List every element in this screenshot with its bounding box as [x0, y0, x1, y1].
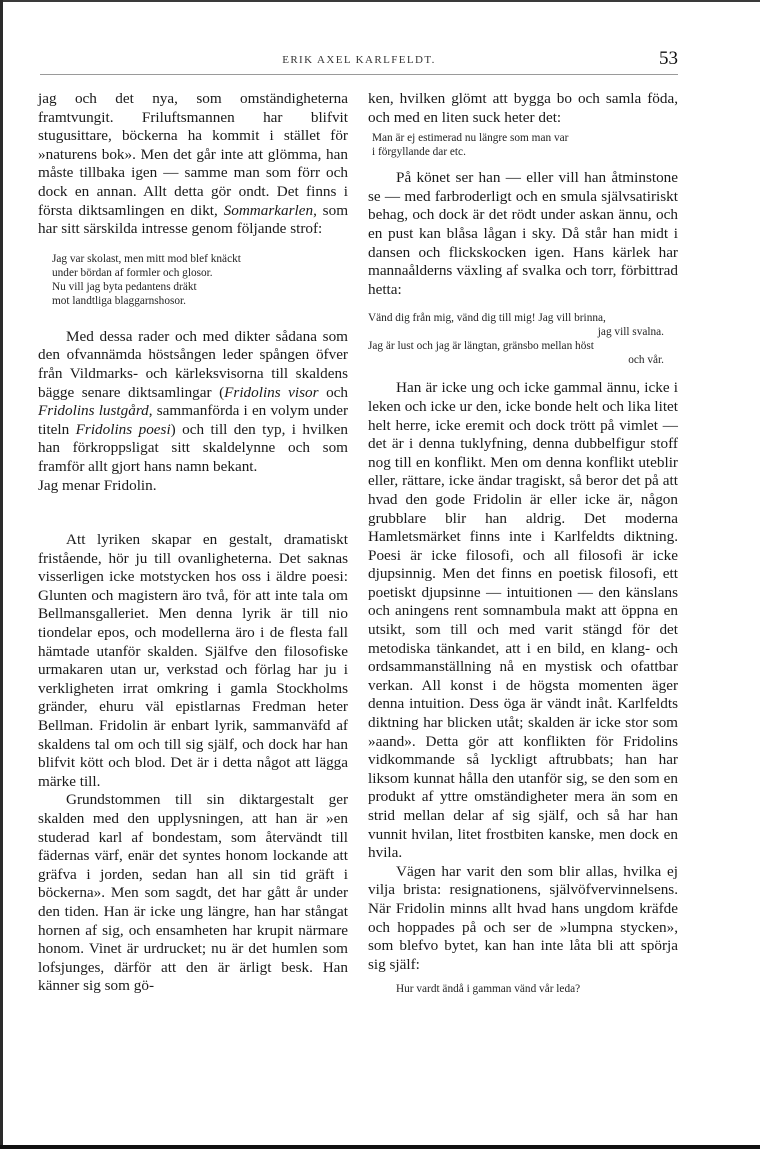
- verse-line: i förgyllande dar etc.: [372, 146, 466, 159]
- verse-line: mot landtliga blaggarnshosor.: [52, 294, 186, 307]
- work-title: Sommarkarlen: [223, 201, 314, 219]
- paragraph: Han är icke ung och icke gammal ännu, icke i leken och icke ur den, icke bonde helt och lika litet helt herre, icke eremit och dock trött på vimlet — det är i denna tuklyfning, denna dubbelfigur stoff nog till en konflikt. Men om denna konflikt uteblir eller, rättare, icke ändar tragiskt, så beror det på att hvad den gode Fridolin är eller icke är, någon grubblare blir han aldrig. Det moderna Hamletsmärket finns inte i Karlfeldts diktning. Poesi är icke filosofi, och all filosofi är icke djupsinnig. Men det finns en poetisk filosofi, ett poetiskt djupsinne — intuitionen — den känslans och aningens rent somnambula makt att öppna en utsikt, som till och med varit stängd för det metodiska tänkandet, att i en bild, en klang- och ordsammanställning nå en mystisk och ofattbar verkan. All konst i de högsta momenten äger denna intuition. Dess öga är vändt inåt. Karlfeldts diktning har blicken utåt; skalden är icke stor som »aand». Detta gör att konflikten för Fridolins vidkommande så lyckligt aftrubbats; han har liksom kunnat hålla den utanför sig, se den som en produkt af yttre omständigheter mera än som en strid mellan delar af sig själf, och så har han vunnit hvilan, litet frostbiten kanske, men dock en hvila.: [368, 379, 678, 862]
- verse-block: [372, 131, 678, 159]
- verse-line-continuation: och vår.: [628, 354, 664, 367]
- scan-bottom-edge: [0, 1145, 760, 1149]
- verse-line: Nu vill jag byta pedantens dräkt: [52, 280, 197, 293]
- paragraph: Att lyriken skapar en gestalt, dramatiskt fristående, hör ju till ovanligheterna. Det saknas visserligen icke motstycken hos oss i äldre poesi: Glunten och magistern äro två, för att inte tala om Bellmansgalleriet. Men denna lyrik är till nio tiondelar epos, och modellerna äro i de flesta fall hämtade utanför skalden. Själfve den filosofiske urmakaren utan ur, verkstad och förlag har ju i verkligheten irrat omkring i gamla Stockholms gränder, ehuru väl epistlarnas Fredman heter Bellman. Fridolin är enbart lyrik, sammanväfd af skaldens tal om och till sig själf, och dock har han blifvit kött och blod. Det är i detta något att lägga märke till.: [38, 531, 348, 790]
- work-title: Fridolins poesi: [75, 420, 171, 438]
- paragraph: På könet ser han — eller vill han åtminstone se — med farbroderligt och en smula självsatiriskt behag, och dock är det rödt under askan ännu, och en pust kan blåsa lågan i sky. Då står han midt i dansen och flickskocken igen. Hans kärlek har mannaålderns växling af svalka och torr, förbittrad hetta:: [368, 169, 678, 298]
- running-head: [40, 48, 678, 75]
- verse-block: [52, 252, 348, 308]
- verse-line-continuation: jag vill svalna.: [597, 326, 664, 339]
- running-head-title: ERIK AXEL KARLFELDT.: [282, 54, 436, 66]
- verse-block: [396, 982, 678, 996]
- work-title: Fridolins visor: [224, 383, 319, 401]
- paragraph: Jag menar Fridolin.: [38, 476, 157, 494]
- left-column: [38, 90, 348, 996]
- paragraph: Vägen har varit den som blir allas, hvilka ej vilja brista: resignationens, självöfvervinnelsens. När Fridolin minns allt hvad hans ungdom kräfde och hoppades på och ser de »lumpna stycken», som blefvo bytet, kan han inte låta bli att spörja sig själf:: [368, 862, 678, 973]
- verse-line: Man är ej estimerad nu längre som man var: [372, 132, 569, 145]
- work-title: Fridolins lustgård: [38, 402, 149, 420]
- verse-line: Hur vardt ändå i gamman vänd vår leda?: [396, 983, 581, 996]
- paragraph: Med dessa rader och med dikter sådana som den ofvannämda höstsången leder spången öfver från Vildmarks- och kärleksvisorna till skaldens bägge senare diktsamlingar (Fridolins visor och Fridolins lustgård, sammanförda i en volym under titeln Fridolins poesi) och till den typ, i hvilken han förkroppsligat sitt skaldelynne och som framför allt gjort hans namn bekant.: [38, 327, 349, 475]
- scan-top-edge: [0, 0, 760, 2]
- verse-line: Vänd dig från mig, vänd dig till mig! Jag vill brinna,: [368, 312, 606, 325]
- paragraph: jag och det nya, som omständigheterna framtvungit. Friluftsmannen har blifvit stugusittare, böckerna ha kommit i stället för »naturens bok». Men det går inte att glömma, han måste tillbaka igen — samme man som förr och dock en annan. Allt detta gör ondt. Det finns i första diktsamlingen en dikt, Sommarkarlen, som har sitt särskilda intresse genom följande strof:: [38, 90, 349, 238]
- paragraph: ken, hvilken glömt att bygga bo och samla föda, och med en liten suck heter det:: [368, 90, 678, 126]
- page-number: 53: [659, 48, 678, 69]
- verse-line: under bördan af formler och glosor.: [52, 266, 213, 279]
- paragraph: Grundstommen till sin diktargestalt ger skalden med den upplysningen, att han är »en studerad karl af bondestam, som återvändt till fädernas värf, enär det syntes honom lockande att gräfva i jorden, sedan han all sin tid gräft i böckerna». Men som sagdt, det har gått år under den tiden. Han är icke ung längre, han har stångat hornen af sig, och ensamheten har krupit närmare honom. Vinet är urdrucket; nu är det humlen som lofsjunges, därför att den är ärligt besk. Han känner sig som gö-: [38, 791, 348, 995]
- verse-line: Jag är lust och jag är längtan, gränsbo mellan höst: [368, 340, 594, 353]
- verse-line: Jag var skolast, men mitt mod blef knäckt: [52, 252, 241, 265]
- right-column: [368, 90, 678, 996]
- scan-left-edge: [0, 0, 3, 1149]
- verse-block: [368, 311, 678, 367]
